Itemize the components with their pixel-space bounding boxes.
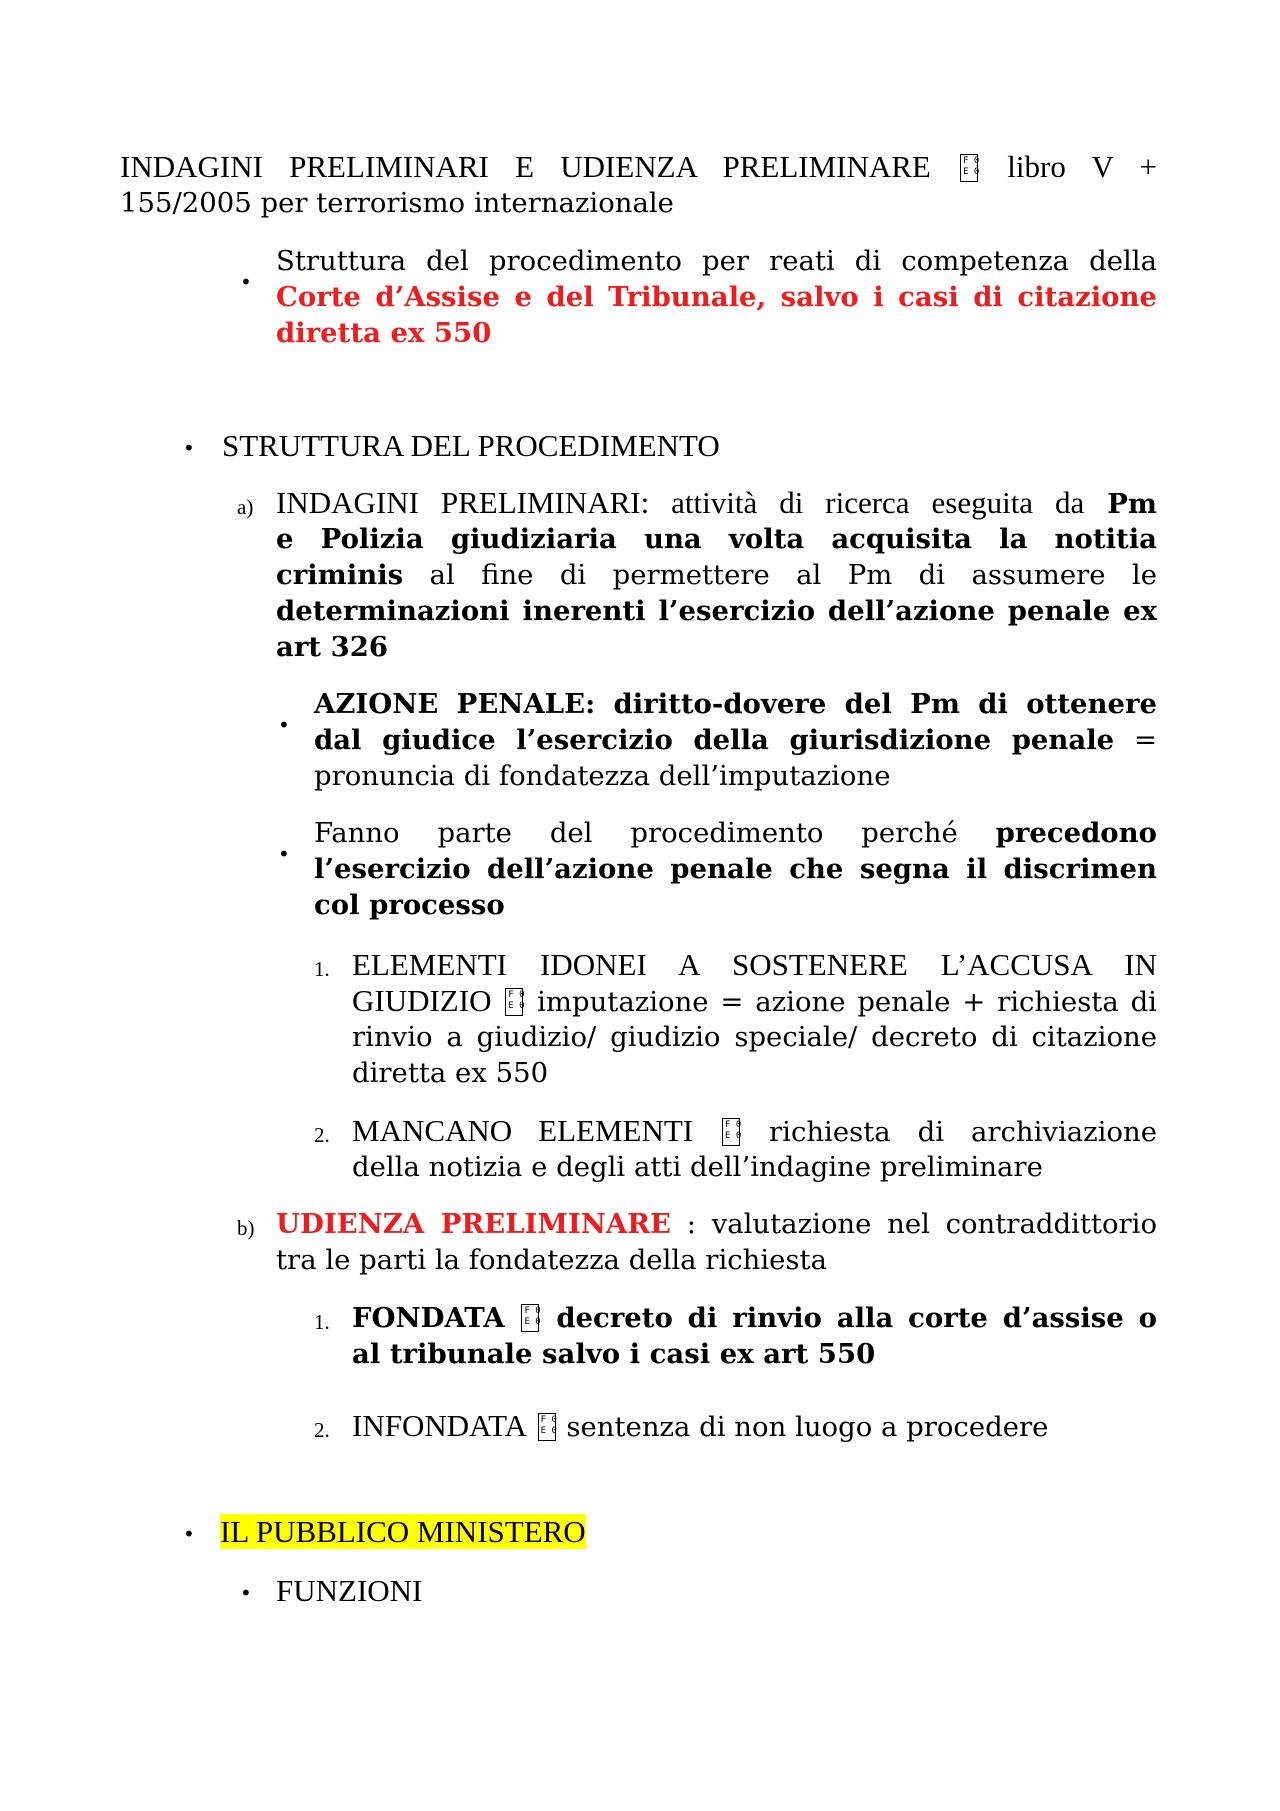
structure-note-line-2: Corte d’Assise e del Tribunale, salvo i casi di citazione bbox=[276, 281, 1157, 313]
n1-line-3: rinvio a giudizio/ giudizio speciale/ decreto di citazione bbox=[352, 1021, 1157, 1053]
azione-line-2: dal giudice l’esercizio della giurisdizione penale = bbox=[314, 724, 1157, 756]
section-heading-pm: IL PUBBLICO MINISTERO bbox=[220, 1514, 586, 1549]
bullet-icon: • bbox=[278, 842, 290, 866]
fanno-line-2: l’esercizio dell’azione penale che segna il discrimen bbox=[314, 853, 1157, 885]
item-b-line-1: UDIENZA PRELIMINARE : valutazione nel contraddittorio bbox=[276, 1208, 1158, 1240]
bullet-icon: • bbox=[183, 436, 195, 460]
fanno-line-3: col processo bbox=[314, 889, 505, 921]
n2-line-2: della notizia e degli atti dell’indagine preliminare bbox=[352, 1151, 1043, 1183]
bullet-icon: • bbox=[278, 713, 290, 737]
list-marker: 2. bbox=[314, 1418, 330, 1442]
missing-glyph-icon bbox=[538, 1413, 556, 1441]
section-sub-funzioni: FUNZIONI bbox=[276, 1573, 423, 1608]
item-a-line-3: criminis al fine di permettere al Pm di assumere le bbox=[276, 559, 1157, 591]
list-marker: 2. bbox=[314, 1123, 330, 1147]
list-marker: 1. bbox=[314, 957, 330, 981]
list-marker: 1. bbox=[314, 1310, 330, 1334]
n1-line-2: GIUDIZIO F 0 E 0 imputazione = azione penale + richiesta di bbox=[352, 983, 1157, 1020]
title-part-1: INDAGINI PRELIMINARI E UDIENZA PRELIMINARE bbox=[120, 149, 931, 184]
missing-glyph-icon bbox=[505, 988, 523, 1016]
b2-line-1: INFONDATA F 0 E 0 sentenza di non luogo a procedere bbox=[352, 1408, 1048, 1445]
b1-line-2: al tribunale salvo i casi ex art 550 bbox=[352, 1338, 876, 1370]
n1-line-4: diretta ex 550 bbox=[352, 1057, 549, 1089]
azione-line-3: pronuncia di fondatezza dell’imputazione bbox=[314, 760, 891, 792]
list-marker: b) bbox=[237, 1216, 255, 1240]
n2-line-1: MANCANO ELEMENTI F 0 E 0 richiesta di archiviazione bbox=[352, 1113, 1157, 1150]
missing-glyph-icon bbox=[722, 1118, 740, 1146]
document-title bbox=[120, 149, 1157, 186]
item-a-line-2: e Polizia giudiziaria una volta acquisita la notitia bbox=[276, 523, 1157, 555]
bullet-icon: • bbox=[183, 1522, 195, 1546]
title-line-2: 155/2005 per terrorismo internazionale bbox=[120, 187, 674, 219]
section-heading-structure: STRUTTURA DEL PROCEDIMENTO bbox=[222, 428, 720, 463]
item-a-line-5: art 326 bbox=[276, 631, 388, 663]
structure-note-line-3: diretta ex 550 bbox=[276, 317, 492, 349]
missing-glyph-icon bbox=[521, 1304, 539, 1332]
b1-line-1: FONDATA F 0 E 0 decreto di rinvio alla corte d’assise o bbox=[352, 1300, 1157, 1336]
structure-note-line-1: Struttura del procedimento per reati di competenza della bbox=[276, 245, 1157, 277]
item-b-line-2: tra le parti la fondatezza della richiesta bbox=[276, 1244, 827, 1276]
document-subtitle bbox=[120, 185, 674, 221]
bullet-icon: • bbox=[240, 270, 252, 294]
bullet-icon: • bbox=[240, 1581, 252, 1605]
item-a-line-1: INDAGINI PRELIMINARI: attività di ricerca eseguita da Pm bbox=[276, 485, 1157, 520]
list-marker: a) bbox=[237, 495, 254, 519]
fanno-line-1: Fanno parte del procedimento perché precedono bbox=[314, 817, 1157, 849]
item-a-line-4: determinazioni inerenti l’esercizio dell’azione penale ex bbox=[276, 595, 1157, 627]
azione-line-1: AZIONE PENALE: diritto-dovere del Pm di ottenere bbox=[314, 688, 1157, 720]
title-part-2: libro V + bbox=[1007, 149, 1157, 184]
n1-line-1: ELEMENTI IDONEI A SOSTENERE L’ACCUSA IN bbox=[352, 947, 1157, 982]
missing-glyph-icon bbox=[960, 154, 978, 182]
